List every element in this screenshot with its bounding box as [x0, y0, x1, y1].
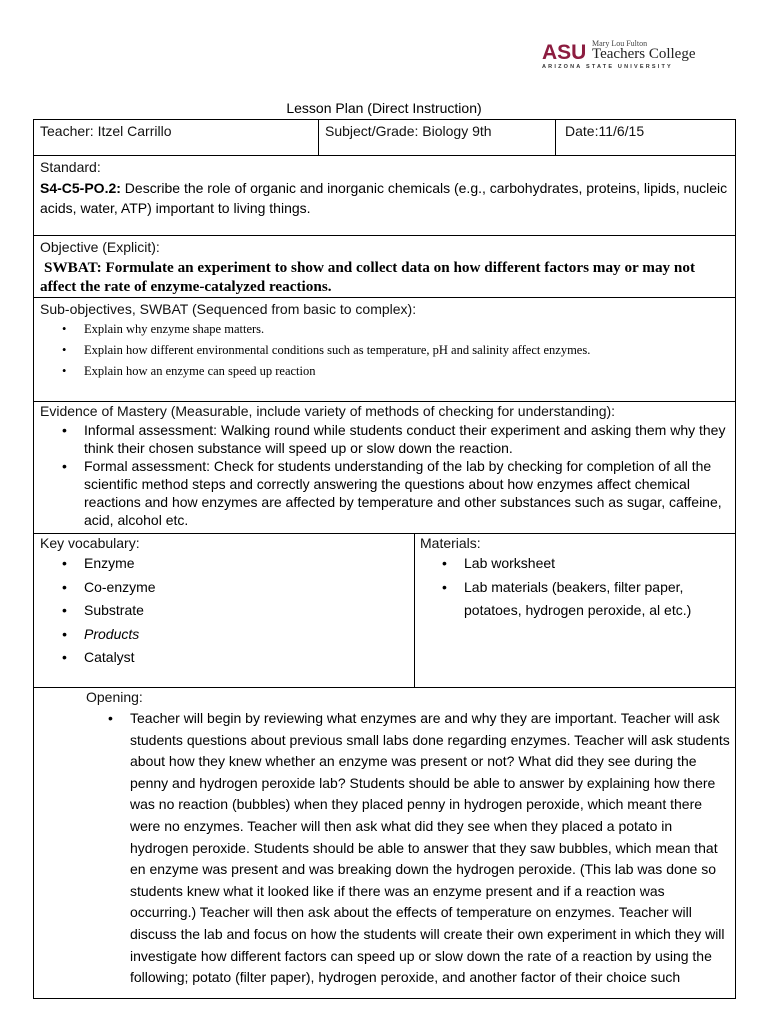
- teacher-field: Teacher: Itzel Carrillo: [40, 123, 172, 139]
- materials-label: Materials:: [420, 535, 481, 551]
- standard-code: S4-C5-PO.2:: [40, 180, 121, 196]
- date-field: Date:11/6/15: [565, 123, 645, 139]
- opening-label: Opening:: [86, 689, 143, 705]
- sub-objectives-label: Sub-objectives, SWBAT (Sequenced from basic to complex):: [40, 301, 417, 317]
- logo-line-3: ARIZONA STATE UNIVERSITY: [542, 64, 673, 70]
- standard-text: [40, 178, 730, 218]
- evidence-row: [34, 402, 735, 534]
- asu-logo-mark: [542, 40, 588, 62]
- vocabulary-label: Key vocabulary:: [40, 535, 140, 551]
- logo-line-2: Teachers College: [592, 46, 696, 62]
- standard-description: Describe the role of organic and inorganic chemicals (e.g., carbohydrates, proteins, lipids, nucleic acids, water, ATP) important to living things.: [40, 180, 728, 216]
- sub-objectives-row: [34, 298, 735, 402]
- objective-text: SWBAT: Formulate an experiment to show and collect data on how different factors may or may not affect the rate of enzyme-catalyzed reactions.: [40, 259, 696, 295]
- sub-objective-item: • Explain how different environmental conditions such as temperature, pH and salinity affect enzymes.: [60, 340, 730, 361]
- standard-row: [34, 156, 735, 236]
- opening-list: [106, 708, 734, 989]
- standard-label: Standard:: [40, 159, 101, 175]
- vocabulary-item: • Co-enzyme: [60, 576, 410, 600]
- evidence-list: [60, 421, 732, 529]
- materials-list: [440, 552, 730, 623]
- objective-label: Objective (Explicit):: [40, 239, 160, 255]
- materials-item: • Lab materials (beakers, filter paper, potatoes, hydrogen peroxide, al etc.): [440, 576, 730, 623]
- vocabulary-item: • Catalyst: [60, 646, 410, 670]
- header-row: [34, 120, 735, 156]
- evidence-item: • Informal assessment: Walking round while students conduct their experiment and asking them why they think their chosen substance will speed up or slow down the reaction.: [60, 421, 732, 457]
- vocabulary-item: • Enzyme: [60, 552, 410, 576]
- vocabulary-item: • Products: [60, 623, 410, 647]
- opening-row: [34, 688, 735, 999]
- logo-line-1: Mary Lou Fulton: [592, 39, 648, 48]
- lesson-plan-table: [33, 119, 736, 999]
- subject-field: Subject/Grade: Biology 9th: [325, 123, 492, 139]
- objective-row: [34, 236, 735, 298]
- evidence-item: • Formal assessment: Check for students understanding of the lab by checking for completion of all the scientific method steps and correctly answering the questions about how enzymes affect chemical reactions and how enzymes are affected by temperature and other substances such as sugar, caffeine, acid, alcohol etc.: [60, 457, 732, 529]
- opening-item: • Teacher will begin by reviewing what enzymes are and why they are important. Teacher will ask students questions about previous small labs done regarding enzymes. Teacher will ask students about how they knew whether an enzyme was present or not? What did they see during the penny and hydrogen peroxide lab? Students should be able to answer by explaining how there was no reaction (bubbles) when they placed penny in hydrogen peroxide, which meant there were no enzymes. Teacher will then ask what did they see when they placed a potato in hydrogen peroxide. Students should be able to answer that they saw bubbles, which mean that en enzyme was present and was breaking down the hydrogen peroxide. (This lab was done so students knew what it looked like if there was an enzyme present and if a reaction was occurring.) Teacher will then ask about the effects of temperature on enzymes. Teacher will discuss the lab and focus on how the students will create their own experiment in which they will investigate how different factors can speed up or slow down the rate of a reaction by using the following; potato (filter paper), hydrogen peroxide, and another factor of their choice such: [106, 708, 734, 989]
- sub-objectives-list: [60, 319, 730, 382]
- svg-text:ASU: ASU: [542, 41, 587, 62]
- materials-item: • Lab worksheet: [440, 552, 730, 576]
- vocabulary-item: • Substrate: [60, 599, 410, 623]
- college-logo: [542, 38, 696, 72]
- vocab-materials-row: [34, 534, 735, 688]
- sub-objective-item: • Explain how an enzyme can speed up reaction: [60, 361, 730, 382]
- vocabulary-list: [60, 552, 410, 670]
- evidence-label: Evidence of Mastery (Measurable, include variety of methods of checking for understanding):: [40, 403, 616, 419]
- document-title: Lesson Plan (Direct Instruction): [286, 100, 482, 116]
- sub-objective-item: • Explain why enzyme shape matters.: [60, 319, 730, 340]
